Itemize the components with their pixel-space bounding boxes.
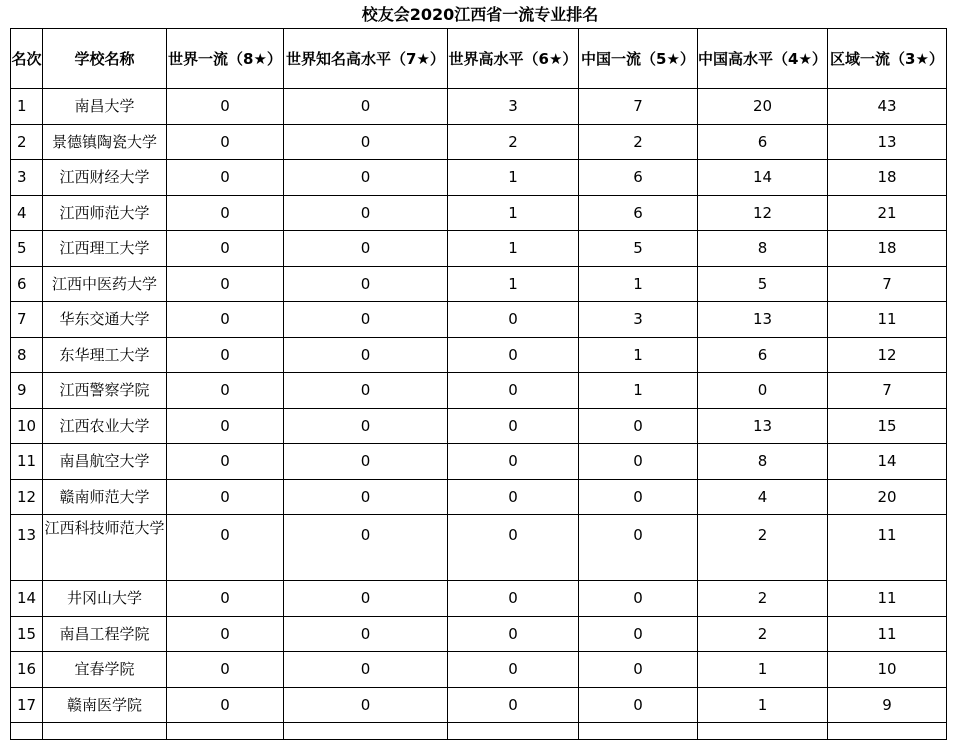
partial-cell [698, 723, 828, 740]
regional-first-class-cell: 18 [828, 160, 947, 196]
rank-cell: 17 [11, 687, 43, 723]
world-renowned-cell: 0 [284, 408, 448, 444]
world-first-class-cell: 0 [167, 337, 284, 373]
regional-first-class-cell: 11 [828, 616, 947, 652]
china-first-class-cell: 7 [579, 89, 698, 125]
school-name-cell: 江西农业大学 [43, 408, 167, 444]
regional-first-class-cell: 11 [828, 581, 947, 617]
partial-cell [43, 723, 167, 740]
world-first-class-cell: 0 [167, 124, 284, 160]
china-first-class-cell: 6 [579, 195, 698, 231]
world-high-level-cell: 1 [448, 231, 579, 267]
table-row [11, 581, 947, 617]
column-header-world-renowned: 世界知名高水平（7★） [284, 29, 448, 89]
world-renowned-cell: 0 [284, 337, 448, 373]
column-header-china-high-level: 中国高水平（4★） [698, 29, 828, 89]
world-renowned-cell: 0 [284, 124, 448, 160]
partial-cell [11, 723, 43, 740]
table-body [11, 89, 947, 740]
regional-first-class-cell: 15 [828, 408, 947, 444]
world-renowned-cell: 0 [284, 479, 448, 515]
school-name-cell: 宜春学院 [43, 652, 167, 688]
rank-cell: 12 [11, 479, 43, 515]
school-name-cell: 江西财经大学 [43, 160, 167, 196]
world-first-class-cell: 0 [167, 479, 284, 515]
table-row [11, 160, 947, 196]
world-first-class-cell: 0 [167, 581, 284, 617]
world-renowned-cell: 0 [284, 89, 448, 125]
china-high-level-cell: 1 [698, 687, 828, 723]
china-high-level-cell: 2 [698, 581, 828, 617]
world-high-level-cell: 0 [448, 687, 579, 723]
china-first-class-cell: 0 [579, 479, 698, 515]
china-high-level-cell: 14 [698, 160, 828, 196]
rank-cell: 16 [11, 652, 43, 688]
regional-first-class-cell: 14 [828, 444, 947, 480]
table-row [11, 515, 947, 581]
world-first-class-cell: 0 [167, 515, 284, 581]
table-row [11, 266, 947, 302]
china-first-class-cell: 5 [579, 231, 698, 267]
regional-first-class-cell: 20 [828, 479, 947, 515]
world-renowned-cell: 0 [284, 515, 448, 581]
school-name-cell: 南昌工程学院 [43, 616, 167, 652]
school-name-cell: 南昌大学 [43, 89, 167, 125]
china-first-class-cell: 0 [579, 616, 698, 652]
regional-first-class-cell: 12 [828, 337, 947, 373]
world-high-level-cell: 0 [448, 652, 579, 688]
world-renowned-cell: 0 [284, 652, 448, 688]
world-first-class-cell: 0 [167, 302, 284, 338]
china-first-class-cell: 3 [579, 302, 698, 338]
school-name-cell: 赣南师范大学 [43, 479, 167, 515]
world-high-level-cell: 1 [448, 266, 579, 302]
world-first-class-cell: 0 [167, 266, 284, 302]
table-row [11, 616, 947, 652]
world-high-level-cell: 0 [448, 616, 579, 652]
china-high-level-cell: 12 [698, 195, 828, 231]
column-header-school: 学校名称 [43, 29, 167, 89]
china-first-class-cell: 1 [579, 266, 698, 302]
column-header-china-first-class: 中国一流（5★） [579, 29, 698, 89]
school-name-cell: 江西警察学院 [43, 373, 167, 409]
world-high-level-cell: 0 [448, 479, 579, 515]
table-header-row [11, 29, 947, 89]
world-first-class-cell: 0 [167, 89, 284, 125]
page-title: 校友会2020江西省一流专业排名 [361, 5, 599, 24]
world-renowned-cell: 0 [284, 160, 448, 196]
china-high-level-cell: 2 [698, 515, 828, 581]
partial-cell [448, 723, 579, 740]
china-first-class-cell: 0 [579, 581, 698, 617]
world-renowned-cell: 0 [284, 266, 448, 302]
world-renowned-cell: 0 [284, 444, 448, 480]
china-high-level-cell: 2 [698, 616, 828, 652]
china-high-level-cell: 13 [698, 302, 828, 338]
world-first-class-cell: 0 [167, 652, 284, 688]
world-high-level-cell: 0 [448, 581, 579, 617]
china-high-level-cell: 6 [698, 337, 828, 373]
table-row [11, 652, 947, 688]
world-first-class-cell: 0 [167, 160, 284, 196]
regional-first-class-cell: 11 [828, 515, 947, 581]
table-row [11, 89, 947, 125]
rank-cell: 6 [11, 266, 43, 302]
rank-cell: 10 [11, 408, 43, 444]
rank-cell: 13 [11, 515, 43, 581]
school-name-cell: 江西师范大学 [43, 195, 167, 231]
ranking-table [10, 28, 947, 740]
world-renowned-cell: 0 [284, 581, 448, 617]
school-name-cell: 华东交通大学 [43, 302, 167, 338]
world-first-class-cell: 0 [167, 373, 284, 409]
china-first-class-cell: 1 [579, 373, 698, 409]
world-high-level-cell: 0 [448, 373, 579, 409]
world-high-level-cell: 0 [448, 302, 579, 338]
world-first-class-cell: 0 [167, 444, 284, 480]
china-first-class-cell: 0 [579, 687, 698, 723]
school-name-cell: 江西科技师范大学 [43, 515, 167, 581]
partial-cell [579, 723, 698, 740]
table-row [11, 231, 947, 267]
china-first-class-cell: 0 [579, 408, 698, 444]
partial-cell [828, 723, 947, 740]
world-high-level-cell: 2 [448, 124, 579, 160]
china-high-level-cell: 0 [698, 373, 828, 409]
regional-first-class-cell: 7 [828, 266, 947, 302]
school-name-cell: 南昌航空大学 [43, 444, 167, 480]
china-first-class-cell: 0 [579, 652, 698, 688]
rank-cell: 15 [11, 616, 43, 652]
table-row [11, 479, 947, 515]
china-high-level-cell: 8 [698, 444, 828, 480]
world-first-class-cell: 0 [167, 195, 284, 231]
rank-cell: 11 [11, 444, 43, 480]
column-header-world-high-level: 世界高水平（6★） [448, 29, 579, 89]
china-high-level-cell: 8 [698, 231, 828, 267]
table-row [11, 373, 947, 409]
regional-first-class-cell: 18 [828, 231, 947, 267]
school-name-cell: 赣南医学院 [43, 687, 167, 723]
school-name-cell: 江西理工大学 [43, 231, 167, 267]
world-high-level-cell: 0 [448, 337, 579, 373]
world-first-class-cell: 0 [167, 408, 284, 444]
rank-cell: 2 [11, 124, 43, 160]
table-row [11, 444, 947, 480]
china-high-level-cell: 4 [698, 479, 828, 515]
world-high-level-cell: 1 [448, 195, 579, 231]
regional-first-class-cell: 13 [828, 124, 947, 160]
world-first-class-cell: 0 [167, 231, 284, 267]
regional-first-class-cell: 7 [828, 373, 947, 409]
world-renowned-cell: 0 [284, 302, 448, 338]
rank-cell: 7 [11, 302, 43, 338]
china-first-class-cell: 6 [579, 160, 698, 196]
china-high-level-cell: 1 [698, 652, 828, 688]
rank-cell: 3 [11, 160, 43, 196]
world-high-level-cell: 0 [448, 408, 579, 444]
table-row [11, 687, 947, 723]
rank-cell: 1 [11, 89, 43, 125]
world-high-level-cell: 0 [448, 515, 579, 581]
world-renowned-cell: 0 [284, 231, 448, 267]
regional-first-class-cell: 10 [828, 652, 947, 688]
rank-cell: 14 [11, 581, 43, 617]
world-high-level-cell: 3 [448, 89, 579, 125]
world-first-class-cell: 0 [167, 616, 284, 652]
column-header-world-first-class: 世界一流（8★） [167, 29, 284, 89]
china-first-class-cell: 0 [579, 515, 698, 581]
school-name-cell: 景德镇陶瓷大学 [43, 124, 167, 160]
column-header-regional-first-class: 区域一流（3★） [828, 29, 947, 89]
china-high-level-cell: 13 [698, 408, 828, 444]
world-high-level-cell: 0 [448, 444, 579, 480]
china-first-class-cell: 0 [579, 444, 698, 480]
rank-cell: 9 [11, 373, 43, 409]
table-row [11, 302, 947, 338]
world-renowned-cell: 0 [284, 687, 448, 723]
table-row [11, 124, 947, 160]
regional-first-class-cell: 43 [828, 89, 947, 125]
table-row [11, 337, 947, 373]
school-name-cell: 江西中医药大学 [43, 266, 167, 302]
table-row-partial [11, 723, 947, 740]
world-renowned-cell: 0 [284, 616, 448, 652]
china-first-class-cell: 1 [579, 337, 698, 373]
school-name-cell: 东华理工大学 [43, 337, 167, 373]
world-renowned-cell: 0 [284, 195, 448, 231]
china-high-level-cell: 20 [698, 89, 828, 125]
china-first-class-cell: 2 [579, 124, 698, 160]
partial-cell [167, 723, 284, 740]
rank-cell: 4 [11, 195, 43, 231]
rank-cell: 8 [11, 337, 43, 373]
table-row [11, 408, 947, 444]
world-first-class-cell: 0 [167, 687, 284, 723]
world-renowned-cell: 0 [284, 373, 448, 409]
rank-cell: 5 [11, 231, 43, 267]
world-high-level-cell: 1 [448, 160, 579, 196]
column-header-rank: 名次 [11, 29, 43, 89]
school-name-cell: 井冈山大学 [43, 581, 167, 617]
table-row [11, 195, 947, 231]
china-high-level-cell: 6 [698, 124, 828, 160]
regional-first-class-cell: 11 [828, 302, 947, 338]
partial-cell [284, 723, 448, 740]
regional-first-class-cell: 9 [828, 687, 947, 723]
regional-first-class-cell: 21 [828, 195, 947, 231]
china-high-level-cell: 5 [698, 266, 828, 302]
